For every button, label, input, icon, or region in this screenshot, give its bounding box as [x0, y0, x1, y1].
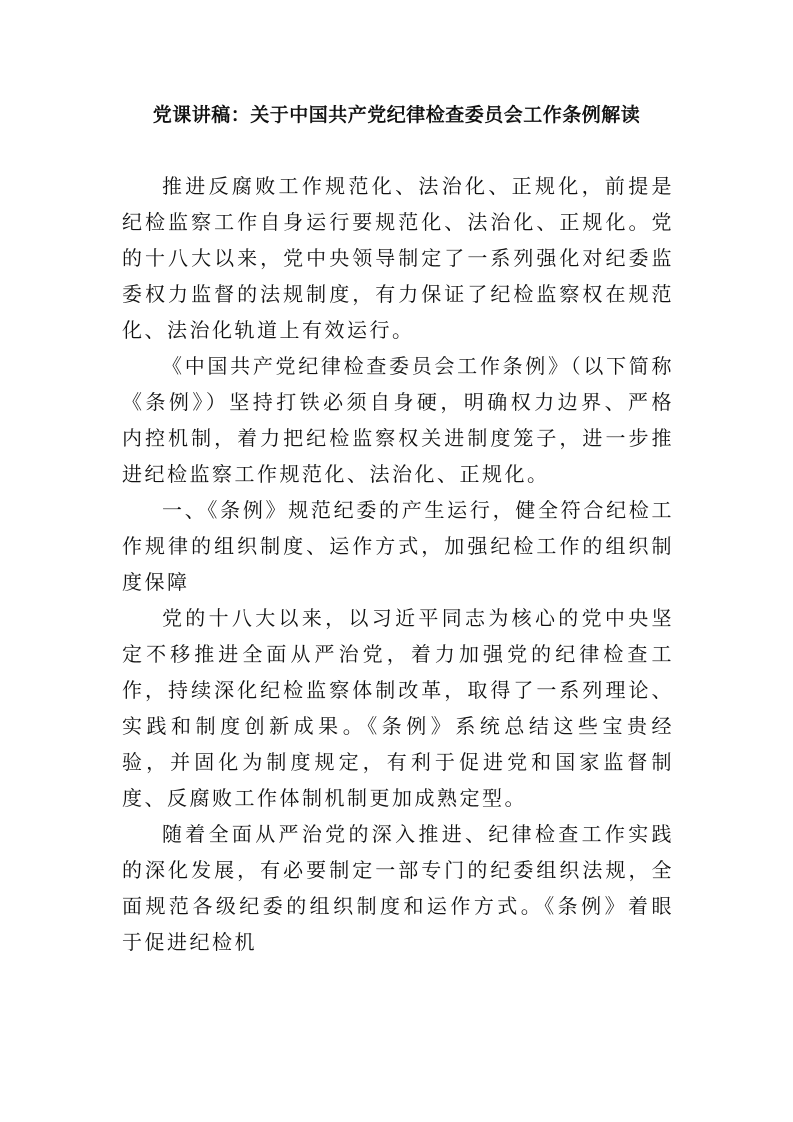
paragraph-regulation-summary: 《中国共产党纪律检查委员会工作条例》（以下简称《条例》）坚持打铁必须自身硬，明确权力边界、严格内控机制，着力把纪检监察权关进制度笼子，进一步推进纪检监察工作规范化、法治化、正规化。 — [122, 354, 674, 486]
section-heading-one: 一、《条例》规范纪委的产生运行，健全符合纪检工作规律的组织制度、运作方式，加强纪检工作的组织制度保障 — [122, 498, 674, 594]
paragraph-need-for-regulation: 随着全面从严治党的深入推进、纪律检查工作实践的深化发展，有必要制定一部专门的纪委组织法规，全面规范各级纪委的组织制度和运作方式。《条例》着眼于促进纪检机 — [122, 822, 674, 954]
paragraph-intro: 推进反腐败工作规范化、法治化、正规化，前提是纪检监察工作自身运行要规范化、法治化、正规化。党的十八大以来，党中央领导制定了一系列强化对纪委监委权力监督的法规制度，有力保证了纪检监察权在规范化、法治化轨道上有效运行。 — [122, 174, 674, 342]
paragraph-since-18th-congress: 党的十八大以来，以习近平同志为核心的党中央坚定不移推进全面从严治党，着力加强党的纪律检查工作，持续深化纪检监察体制改革，取得了一系列理论、实践和制度创新成果。《条例》系统总结这些宝贵经验，并固化为制度规定，有利于促进党和国家监督制度、反腐败工作体制机制更加成熟定型。 — [122, 606, 674, 810]
document-title: 党课讲稿：关于中国共产党纪律检查委员会工作条例解读 — [152, 104, 641, 126]
document-body — [122, 168, 674, 960]
